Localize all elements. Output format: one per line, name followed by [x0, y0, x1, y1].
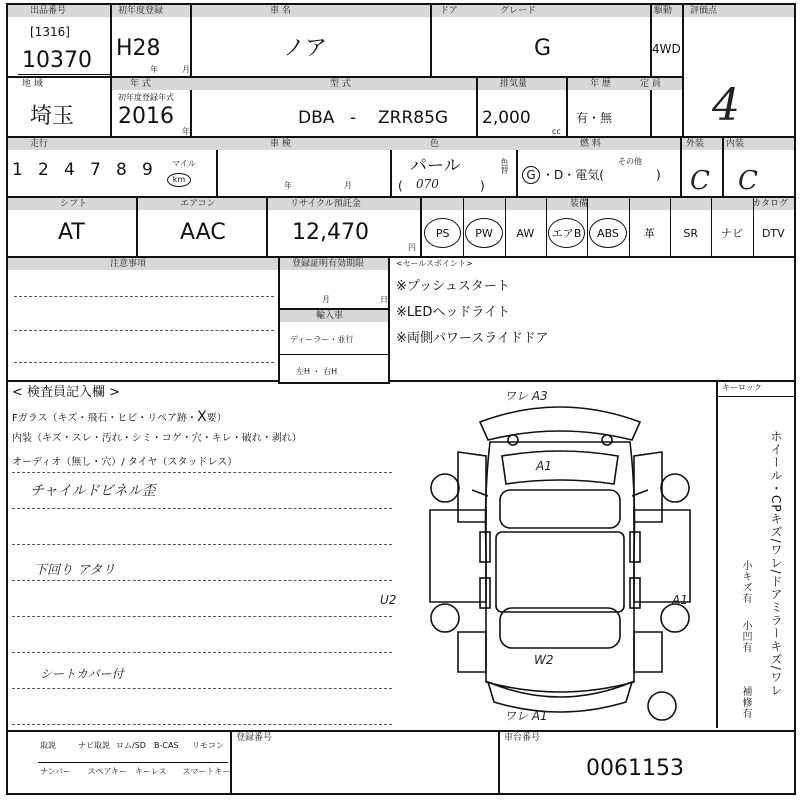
footer-label: 取説: [40, 741, 56, 750]
color-code-open: (: [398, 179, 403, 193]
exterior-grade: C: [690, 166, 710, 196]
year-unit: 年: [150, 65, 158, 74]
notes-line: [12, 472, 392, 473]
divider: [190, 90, 192, 136]
model-year-unit: 年: [182, 127, 190, 136]
key-label: キーロック: [722, 383, 762, 392]
model-year-label: 年 式: [130, 79, 151, 89]
side-legend: ホイール・CPキズ/ワレ/ドアミラーキズ/ワレ: [769, 430, 783, 697]
history-label: 年 歴: [590, 79, 611, 89]
color: パール: [410, 156, 461, 176]
divider: [266, 198, 268, 256]
fuel-selected: G: [522, 166, 540, 184]
color-label: 色: [430, 139, 440, 149]
drive-label: 駆動: [654, 6, 673, 16]
equipment-item: ABS: [589, 218, 626, 248]
notes-line: [14, 330, 274, 331]
shaken-year-unit: 年: [284, 181, 292, 190]
expiry-month: 月: [322, 295, 330, 304]
mileage-digit: 9: [142, 160, 153, 180]
mileage-digit: 8: [116, 160, 127, 180]
ac: AAC: [180, 220, 226, 245]
fuel-close: ): [656, 168, 661, 182]
score-label: 評価点: [690, 6, 718, 16]
exterior-label: 外装: [686, 139, 705, 149]
divider: [505, 198, 506, 256]
divider: [6, 380, 278, 382]
inspector-line3: オーディオ（無し・穴）/ タイヤ（スタッドレス）: [12, 457, 238, 468]
footer-label: ナンバー: [40, 767, 72, 776]
mileage-digit: 1: [12, 160, 23, 180]
equipment-item: PS: [424, 218, 461, 248]
divider: [516, 150, 518, 196]
catalyst-label: カタログ: [752, 199, 789, 209]
divider: [190, 3, 192, 76]
side-item: 補修有: [740, 686, 751, 719]
footer-label: キーレス: [135, 767, 167, 776]
displacement-unit: cc: [552, 127, 561, 136]
footer-top: [6, 730, 796, 732]
type-model: ZRR85G: [378, 108, 449, 128]
doors-label: ドア: [440, 6, 458, 16]
footer-label: ロム/SD: [116, 741, 146, 750]
divider: [136, 198, 138, 256]
divider: [476, 78, 478, 136]
reg-label: 登録番号: [236, 733, 273, 743]
divider: [711, 198, 712, 256]
grade-label: グレード: [500, 6, 537, 16]
damage-mark-right: A1: [672, 593, 688, 607]
interior-grade: C: [738, 166, 758, 196]
divider: [230, 730, 232, 794]
equipment-item: SR: [683, 226, 698, 240]
mile-label: マイル: [172, 159, 196, 168]
footer-label: B-CAS: [154, 741, 179, 750]
region: 埼玉: [30, 104, 75, 129]
model-year-note: 初年度登録年式: [118, 93, 174, 102]
row4-band: [8, 198, 794, 210]
color-code: 070: [416, 177, 439, 191]
divider: [680, 138, 682, 196]
era-year: H28: [116, 36, 161, 61]
divider: [670, 198, 671, 256]
shaken-label: 車 検: [270, 139, 291, 149]
handwritten-note: チャイルドビネル歪: [30, 483, 156, 499]
divider: [587, 198, 588, 256]
divider: [430, 3, 432, 76]
damage-mark-rear: ワレ A1: [504, 709, 548, 723]
equipment-item: PW: [465, 218, 502, 248]
drive: 4WD: [652, 42, 681, 56]
notes-line: [12, 580, 392, 581]
lot-number: 10370: [22, 48, 92, 73]
inspector-line1: Fガラス（キズ・飛石・ヒビ・リペア跡・X要）: [12, 409, 227, 425]
dealer-option: ディーラー・並行: [290, 335, 354, 344]
equipment-item: DTV: [761, 226, 785, 240]
lot-prefix: [1316]: [30, 25, 70, 39]
score: 4: [712, 80, 740, 131]
divider: [716, 380, 718, 728]
color-code-close: ): [480, 179, 485, 193]
displacement: 2,000: [482, 108, 531, 128]
chassis-label: 車台番号: [504, 733, 541, 743]
grade: G: [534, 36, 552, 61]
notes-line: [12, 544, 392, 545]
expiry-day: 日: [380, 295, 388, 304]
damage-mark-hood: A1: [536, 459, 552, 473]
equipment-item: ナビ: [720, 226, 743, 240]
notes-line: [14, 362, 274, 363]
fuel-options: ・D・電気(: [542, 168, 604, 182]
notes-line: [12, 652, 392, 653]
side-item: 小キズ有: [740, 560, 751, 604]
recycle-label: リサイクル預託金: [290, 199, 361, 209]
divider: [629, 198, 630, 256]
handwritten-note: 下回り アタリ: [34, 563, 116, 578]
displacement-label: 排気量: [500, 79, 528, 89]
car-name: ノア: [283, 36, 328, 61]
divider: [716, 396, 796, 397]
divider: [546, 198, 547, 256]
divider: [216, 150, 218, 196]
car-diagram: [380, 382, 720, 730]
sales-point: ※LEDヘッドライト: [396, 305, 510, 320]
sales-label: <セールスポイント>: [396, 259, 473, 268]
damage-mark-top: ワレ A3: [504, 389, 548, 403]
color-change-label: 色替: [500, 158, 509, 174]
notes-line: [12, 688, 392, 689]
equipment-item: エアB: [548, 218, 585, 248]
shift: AT: [58, 220, 85, 245]
mileage-label: 走行: [30, 139, 49, 149]
month-unit: 月: [182, 65, 190, 74]
row3-band: [8, 138, 794, 150]
footer-label: ナビ取説: [78, 741, 110, 750]
divider: [722, 138, 724, 196]
shift-label: シフト: [60, 199, 88, 209]
inspector-line2: 内装（キズ・スレ・汚れ・シミ・コゲ・穴・キレ・破れ・剥れ）: [12, 433, 302, 444]
divider: [110, 3, 112, 136]
lot-underline: [18, 74, 110, 75]
footer-label: スマートキー: [182, 767, 231, 776]
recycle-deposit: 12,470: [292, 220, 369, 245]
handwritten-note: シートカバー付: [40, 667, 124, 681]
car-name-label: 車 名: [270, 6, 291, 16]
divider: [650, 3, 652, 136]
sales-point: ※プッシュスタート: [396, 279, 510, 294]
type-prefix: DBA: [298, 108, 335, 128]
inspector-title: < 検査員記入欄 >: [12, 385, 121, 400]
side-item: 小凹有: [740, 620, 751, 653]
mileage-digit: 7: [90, 160, 101, 180]
region-label: 地 域: [22, 79, 43, 89]
notes-line: [14, 296, 274, 297]
damage-mark-left: U2: [380, 593, 397, 607]
notes-line: [12, 508, 392, 509]
divider: [278, 354, 390, 355]
divider: [753, 198, 754, 256]
interior-label: 内装: [726, 139, 745, 149]
equipment-list: [422, 214, 794, 254]
chassis-number: 0061153: [586, 756, 684, 781]
footer-label: スペアキー: [87, 767, 128, 776]
divider: [566, 78, 568, 136]
fuel-other-label: その他: [618, 157, 642, 166]
import-label: 輸入車: [316, 311, 344, 321]
expiry-label: 登録証明有効期限: [292, 259, 365, 269]
divider: [463, 198, 464, 256]
equip-label: 装備: [570, 199, 589, 209]
notes-line: [12, 616, 392, 617]
warranty-label: 定 員: [640, 79, 661, 89]
fuel-label: 燃 料: [580, 139, 601, 149]
ac-label: エアコン: [180, 199, 216, 209]
type-label: 型 式: [330, 79, 351, 89]
recycle-unit: 円: [408, 243, 416, 252]
damage-mark-rear-glass: W2: [534, 653, 554, 667]
equipment-item: AW: [516, 226, 535, 240]
footer-labels: [38, 738, 231, 790]
option: 有・無: [576, 111, 613, 125]
divider: [390, 150, 392, 196]
model-year: 2016: [118, 104, 174, 129]
mileage-digit: 4: [64, 160, 75, 180]
lot-label: 出品番号: [30, 6, 67, 16]
km-badge: km: [167, 173, 191, 187]
handle-option: 左H ・ 右H: [296, 367, 338, 376]
notes-line: [12, 724, 392, 725]
notes-label: 注意事項: [110, 259, 147, 269]
year-label: 初年度登録: [118, 6, 164, 16]
type-dash: -: [350, 108, 357, 128]
divider: [498, 730, 500, 794]
divider: [682, 3, 684, 136]
shaken-month-unit: 月: [344, 181, 352, 190]
sales-point: ※両側パワースライドドア: [396, 331, 549, 346]
equipment-item: 革: [643, 226, 655, 240]
footer-label: リモコン: [192, 741, 224, 750]
mileage-digit: 2: [38, 160, 49, 180]
